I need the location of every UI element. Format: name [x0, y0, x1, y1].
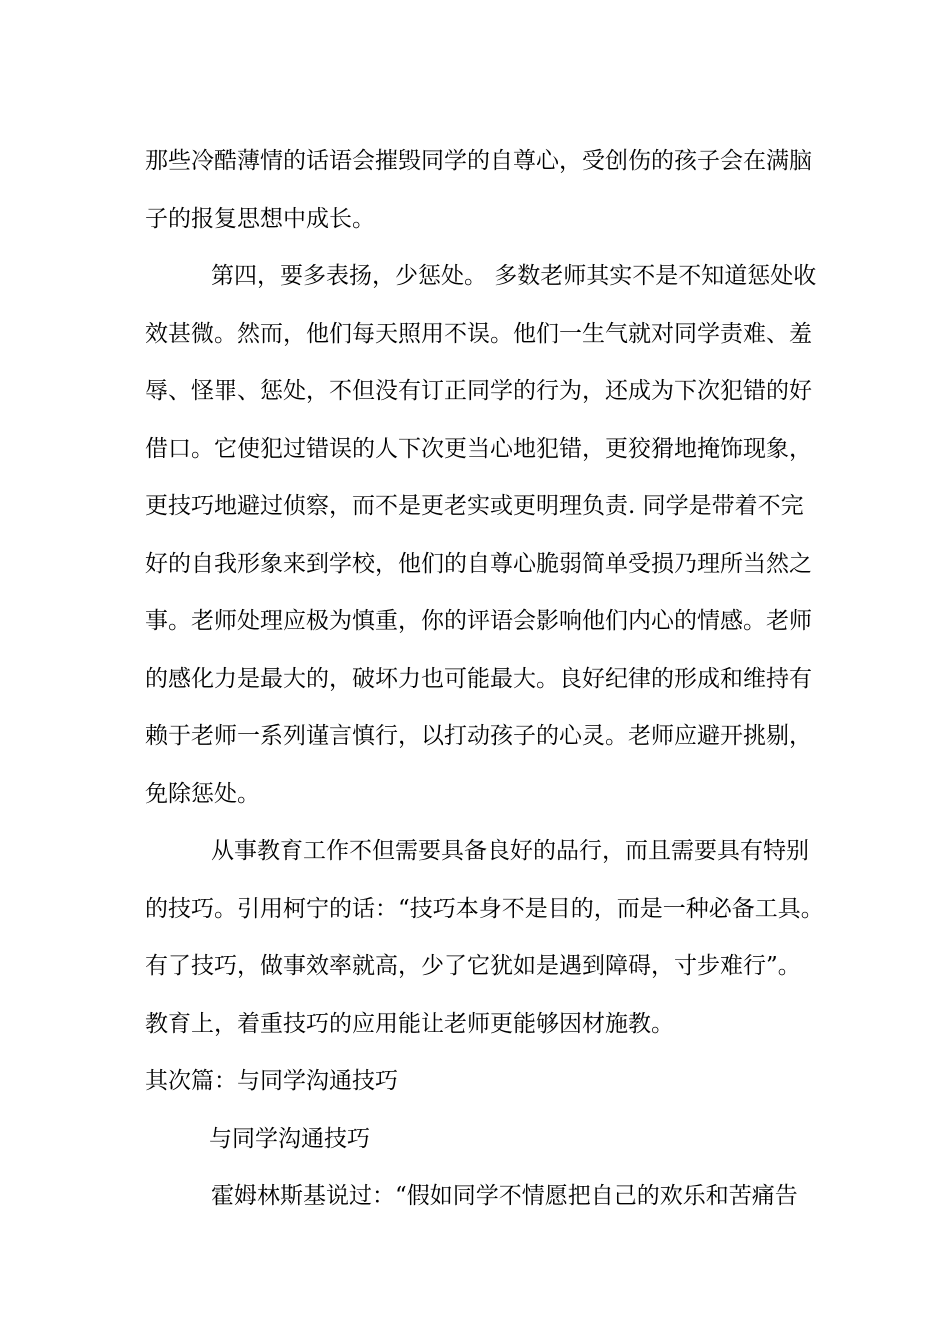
paragraph-start-line: 从事教育工作不但需要具备良好的品行，而且需要具有特别 [211, 838, 809, 864]
text-line: 有了技巧，做事效率就高，少了它犹如是遇到障碍，寸步难行”。 [145, 953, 801, 979]
text-line: 更技巧地避过侦察，而不是更老实或更明理负责. 同学是带着不完 [145, 493, 804, 519]
subsection-heading: 与同学沟通技巧 [209, 1125, 370, 1152]
text-line: 的感化力是最大的，破坏力也可能最大。良好纪律的形成和维持有 [145, 665, 812, 692]
text-line: 教育上，着重技巧的应用能让老师更能够因材施教。 [145, 1010, 674, 1037]
paragraph-start-line: 第四，要多表扬，少惩处。 多数老师其实不是不知道惩处收 [211, 263, 817, 289]
text-line: 效甚微。然而，他们每天照用不误。他们一生气就对同学责难、羞 [145, 320, 812, 347]
text-line: 辱、怪罪、惩处，不但没有订正同学的行为，还成为下次犯错的好 [145, 378, 812, 404]
text-line: 免除惩处。 [145, 780, 260, 807]
document-body [145, 133, 825, 1226]
text-line: 事。老师处理应极为慎重，你的评语会影响他们内心的情感。老师 [145, 608, 812, 634]
text-line: 好的自我形象来到学校，他们的自尊心脆弱简单受损乃理所当然之 [145, 550, 812, 577]
text-line: 赖于老师一系列谨言慎行，以打动孩子的心灵。老师应避开挑剔， [145, 723, 812, 749]
text-line: 那些冷酷薄情的话语会摧毁同学的自尊心，受创伤的孩子会在满脑 [145, 148, 812, 174]
text-line: 借口。它使犯过错误的人下次更当心地犯错，更狡猾地掩饰现象， [145, 435, 812, 462]
text-line: 的技巧。引用柯宁的话：“技巧本身不是目的，而是一种必备工具。 [145, 895, 824, 922]
paragraph-start-line: 霍姆林斯基说过：“假如同学不情愿把自己的欢乐和苦痛告 [211, 1183, 798, 1209]
text-line: 子的报复思想中成长。 [145, 205, 375, 232]
section-heading: 其次篇：与同学沟通技巧 [145, 1068, 398, 1094]
